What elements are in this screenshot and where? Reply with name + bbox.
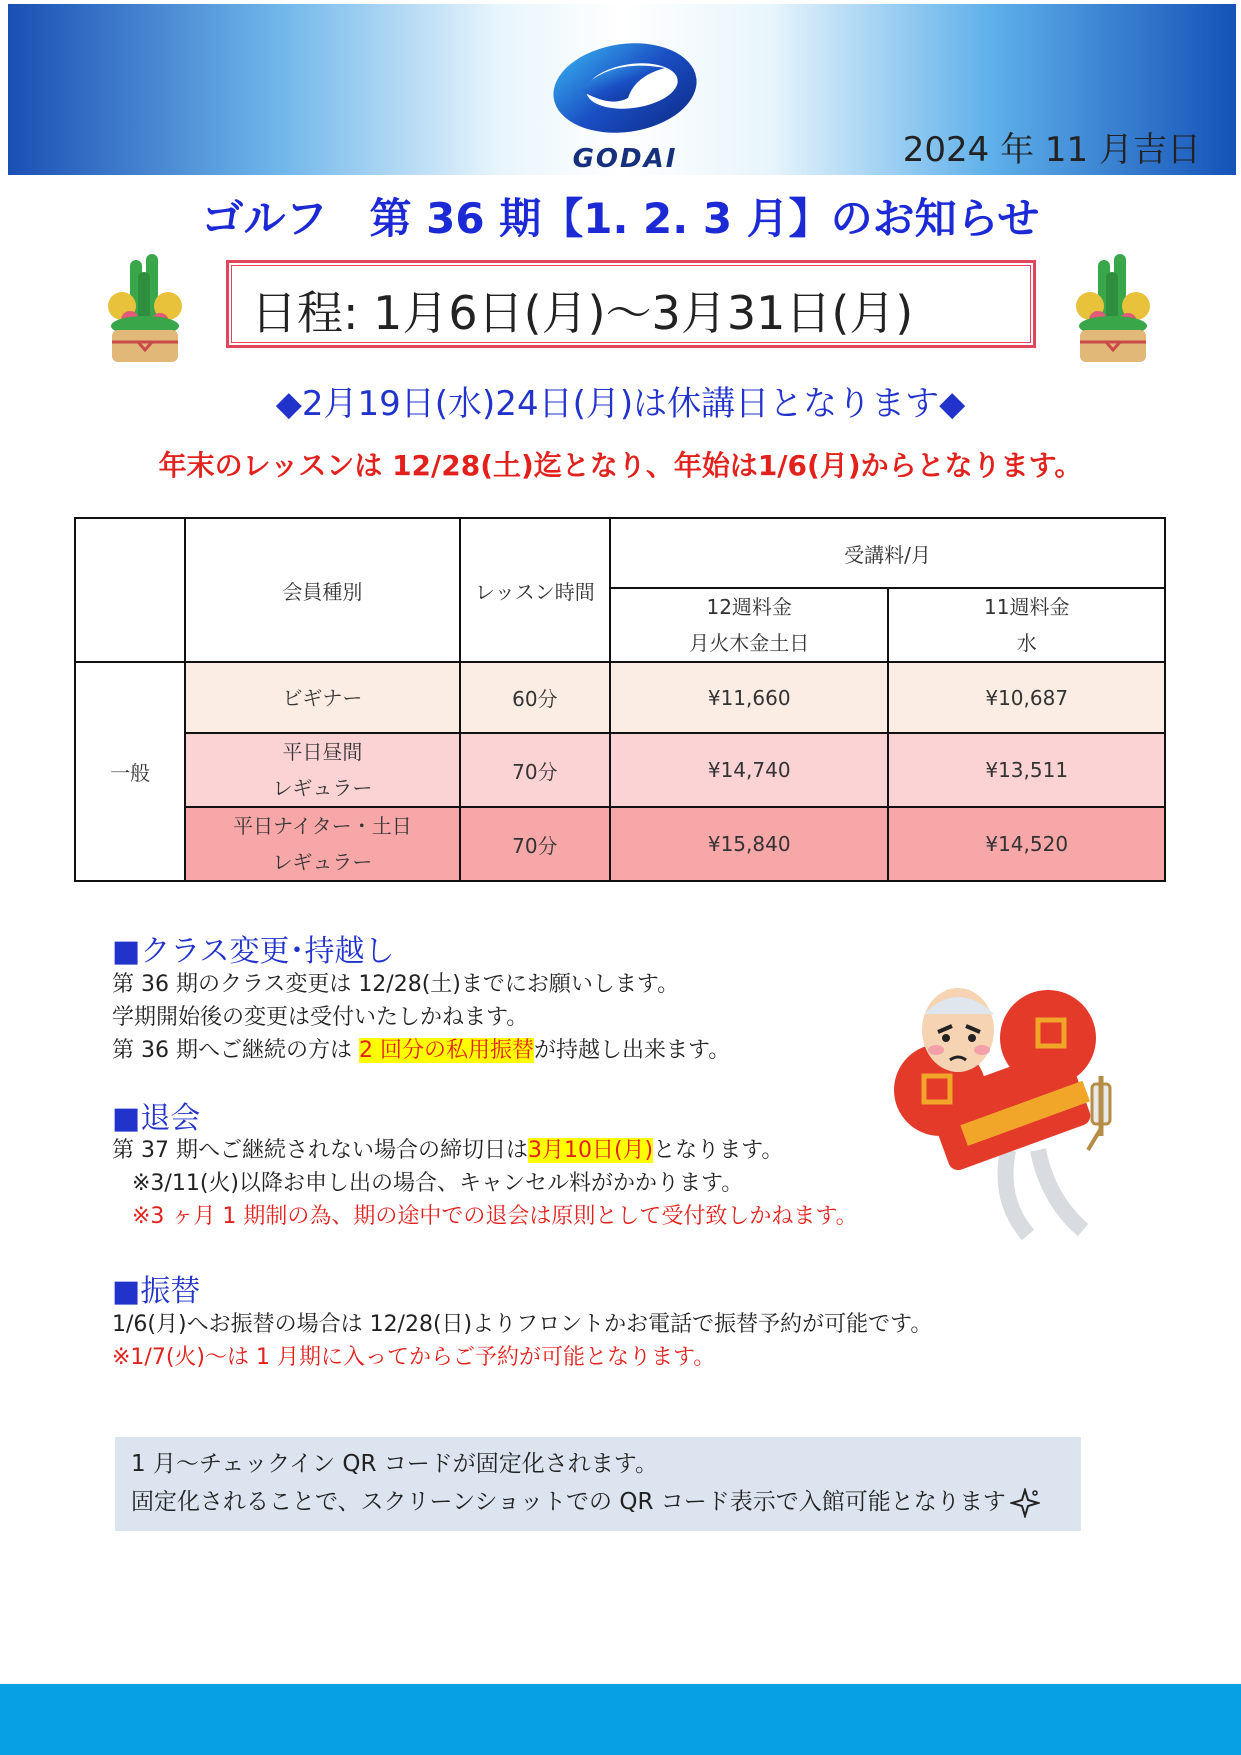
withdraw-cancel-fee-note: ※3/11(火)以降お申し出の場合、キャンセル料がかかります。 bbox=[132, 1171, 744, 1196]
table-row bbox=[75, 733, 1165, 807]
lesson-time-cell: 70分 bbox=[460, 807, 610, 881]
schedule-box bbox=[226, 260, 1036, 348]
withdraw-line bbox=[112, 1134, 858, 1167]
class-change-heading: ■クラス変更･持越し bbox=[112, 934, 395, 969]
deadline-highlight: 3月10日(月) bbox=[527, 1138, 654, 1163]
table-header-empty bbox=[75, 518, 185, 662]
class-change-line-prefix: 第 36 期へご継続の方は bbox=[112, 1038, 359, 1063]
class-change-line bbox=[112, 1034, 730, 1067]
qr-notice-line-text: 固定化されることで、スクリーンショットでの QR コード表示で入館可能となります bbox=[131, 1489, 1006, 1515]
header-12week-title: 12週料金 bbox=[706, 595, 792, 619]
kadomatsu-right-illustration bbox=[1068, 250, 1158, 368]
member-type-line: レギュラー bbox=[272, 776, 373, 800]
member-type-line: ビギナー bbox=[282, 685, 363, 710]
table-header-12week bbox=[610, 588, 889, 662]
withdraw-line-suffix: となります。 bbox=[653, 1138, 784, 1163]
fee-table bbox=[74, 517, 1166, 882]
table-row bbox=[75, 662, 1165, 733]
member-type-line: 平日ナイター・土日 bbox=[233, 814, 412, 838]
fee-11week-cell: ¥10,687 bbox=[888, 662, 1165, 733]
withdraw-line-prefix: 第 37 期へご継続されない場合の締切日は bbox=[112, 1138, 528, 1163]
table-header-monthly-fee: 受講料/月 bbox=[610, 518, 1165, 588]
issue-date: 2024 年 11 月吉日 bbox=[902, 130, 1201, 170]
carryover-highlight: 2 回分の私用振替 bbox=[358, 1038, 534, 1063]
withdraw-heading: ■退会 bbox=[112, 1101, 201, 1136]
member-type-line: レギュラー bbox=[272, 850, 373, 874]
godai-logo bbox=[540, 28, 710, 174]
qr-notice-line-2 bbox=[131, 1483, 1040, 1518]
class-change-line: 第 36 期のクラス変更は 12/28(土)までにお願いします。 bbox=[112, 972, 680, 997]
logo-text: GODAI bbox=[572, 144, 678, 174]
fee-12week-cell: ¥14,740 bbox=[610, 733, 889, 807]
qr-notice-line: 1 月～チェックイン QR コードが固定化されます。 bbox=[131, 1451, 658, 1477]
closed-days-notice: ◆2月19日(水)24日(月)は休講日となります◆ bbox=[275, 384, 966, 424]
class-change-line-suffix: が持越し出来ます。 bbox=[533, 1038, 731, 1063]
fee-12week-cell: ¥11,660 bbox=[610, 662, 889, 733]
table-row bbox=[75, 807, 1165, 881]
withdraw-text bbox=[112, 1134, 858, 1233]
class-change-text bbox=[112, 968, 730, 1067]
lesson-time-cell: 70分 bbox=[460, 733, 610, 807]
table-header-lesson-time: レッスン時間 bbox=[460, 518, 610, 662]
fee-11week-cell: ¥14,520 bbox=[888, 807, 1165, 881]
member-type-weekday-day bbox=[185, 733, 460, 807]
kadomatsu-left-illustration bbox=[100, 250, 190, 368]
member-type-night-weekend bbox=[185, 807, 460, 881]
header-12week-days: 月火木金土日 bbox=[689, 631, 810, 655]
transfer-heading: ■振替 bbox=[112, 1274, 201, 1309]
fee-11week-cell: ¥13,511 bbox=[888, 733, 1165, 807]
header-11week-title: 11週料金 bbox=[984, 595, 1070, 619]
group-general: 一般 bbox=[75, 662, 185, 881]
year-end-notice: 年末のレッスンは 12/28(土)迄となり、年始は1/6(月)からとなります。 bbox=[158, 449, 1083, 482]
lesson-time-cell: 60分 bbox=[460, 662, 610, 733]
member-type-beginner bbox=[185, 662, 460, 733]
fee-12week-cell: ¥15,840 bbox=[610, 807, 889, 881]
table-header-row bbox=[75, 518, 1165, 588]
transfer-text bbox=[112, 1308, 932, 1374]
class-change-line: 学期開始後の変更は受付いたしかねます。 bbox=[112, 1005, 529, 1030]
transfer-note: ※1/7(火)～は 1 月期に入ってからご予約が可能となります。 bbox=[112, 1345, 716, 1370]
withdraw-policy-note: ※3 ヶ月 1 期制の為、期の途中での退会は原則として受付致しかねます。 bbox=[132, 1204, 858, 1229]
table-header-11week bbox=[888, 588, 1165, 662]
page-title: ゴルフ 第 36 期【1. 2. 3 月】のお知らせ bbox=[201, 194, 1040, 243]
table-header-member-type: 会員種別 bbox=[185, 518, 460, 662]
schedule-text: 日程: 1月6日(月)～3月31日(月) bbox=[251, 286, 914, 340]
member-type-line: 平日昼間 bbox=[282, 740, 363, 764]
godai-logo-mark bbox=[540, 28, 710, 148]
footer-banner bbox=[0, 1684, 1241, 1755]
qr-notice-box bbox=[115, 1437, 1081, 1531]
tako-kite-illustration bbox=[888, 980, 1148, 1240]
transfer-line: 1/6(月)へお振替の場合は 12/28(日)よりフロントかお電話で振替予約が可能です。 bbox=[112, 1312, 933, 1337]
sparkle-icon bbox=[1010, 1488, 1040, 1518]
header-11week-days: 水 bbox=[1016, 631, 1037, 655]
